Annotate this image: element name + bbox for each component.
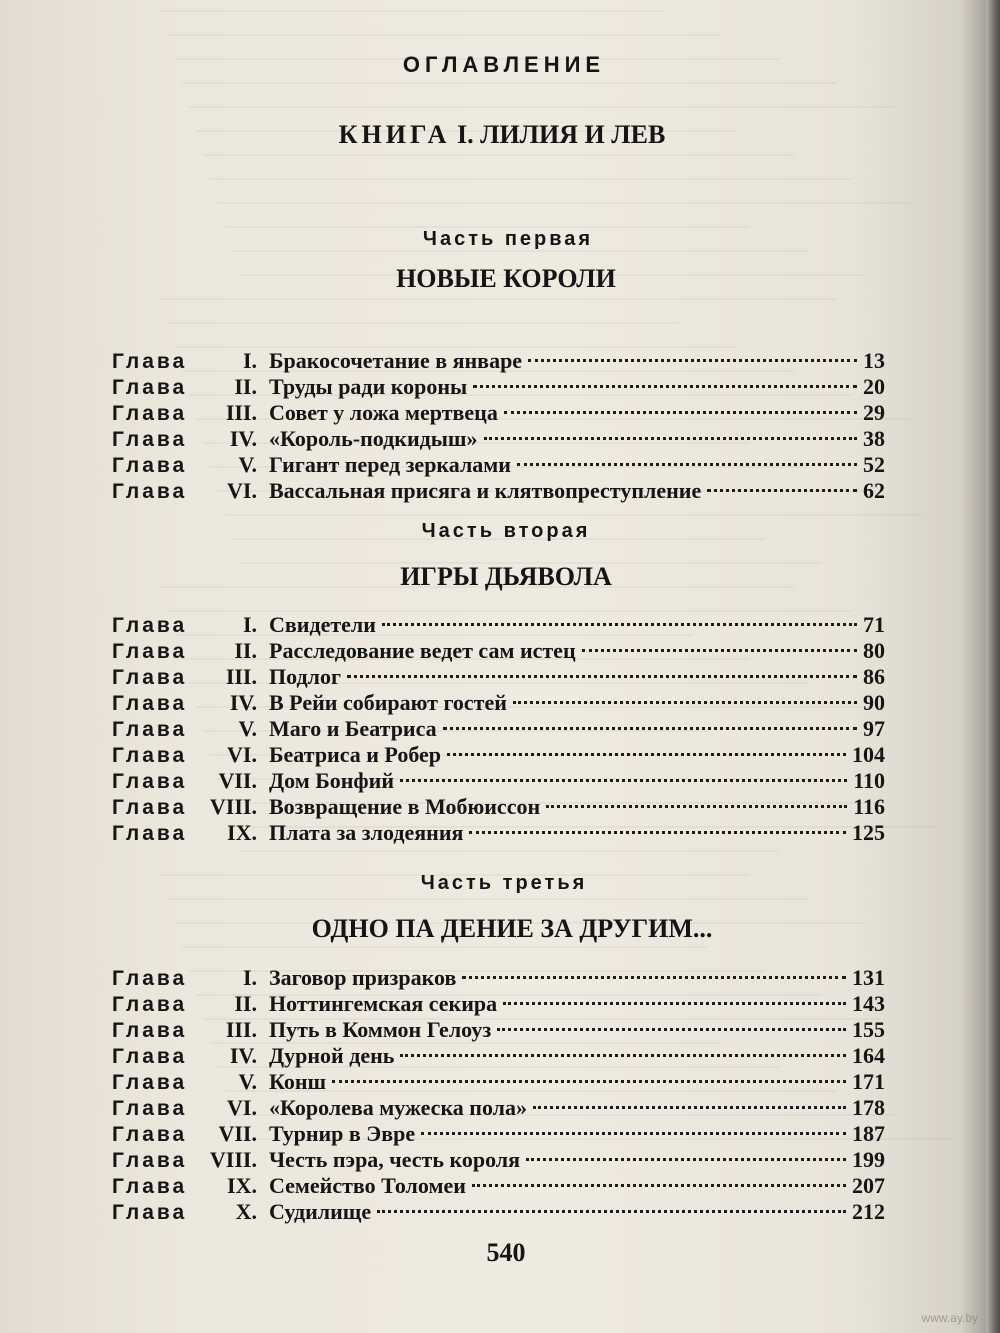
chapter-title: Дом Бонфий bbox=[269, 768, 394, 793]
toc-entry bbox=[112, 820, 885, 846]
toc-entry bbox=[112, 478, 885, 504]
chapter-number: V. bbox=[238, 716, 257, 741]
part-2-label: Часть вторая bbox=[421, 520, 591, 542]
toc-entry bbox=[112, 965, 885, 991]
chapter-word: Глава bbox=[112, 666, 188, 689]
toc-entry bbox=[112, 1173, 885, 1199]
chapter-number: IX. bbox=[227, 1173, 257, 1198]
chapter-number: I. bbox=[242, 612, 257, 637]
dot-leader bbox=[332, 1080, 846, 1083]
part-1-chapter-list bbox=[112, 348, 885, 504]
chapter-word: Глава bbox=[112, 428, 188, 451]
toc-entry bbox=[112, 452, 885, 478]
chapter-page: 62 bbox=[863, 478, 885, 503]
book-heading bbox=[2, 120, 1000, 150]
chapter-page: 13 bbox=[863, 348, 885, 373]
chapter-page: 187 bbox=[852, 1121, 885, 1146]
chapter-word: Глава bbox=[112, 718, 188, 741]
toc-entry bbox=[112, 1199, 885, 1225]
book-label: КНИГА bbox=[338, 120, 451, 149]
toc-entry bbox=[112, 768, 885, 794]
chapter-number: VI. bbox=[227, 1095, 257, 1120]
dot-leader bbox=[484, 437, 857, 440]
contents-heading: ОГЛАВЛЕНИЕ bbox=[402, 52, 606, 77]
part-2-title: ИГРЫ ДЬЯВОЛА bbox=[400, 562, 612, 591]
toc-entry bbox=[112, 794, 885, 820]
dot-leader bbox=[533, 1106, 846, 1109]
chapter-number: IV. bbox=[229, 426, 257, 451]
chapter-number: III. bbox=[225, 1017, 257, 1042]
part-3-title: ОДНО ПА ДЕНИЕ ЗА ДРУГИМ... bbox=[311, 914, 713, 943]
chapter-number: IV. bbox=[229, 690, 257, 715]
chapter-word: Глава bbox=[112, 1175, 188, 1198]
dot-leader bbox=[443, 727, 857, 730]
chapter-word: Глава bbox=[112, 614, 188, 637]
toc-entry bbox=[112, 742, 885, 768]
chapter-title: Путь в Коммон Гелоуз bbox=[269, 1017, 492, 1042]
chapter-number: II. bbox=[234, 638, 257, 663]
dot-leader bbox=[503, 1002, 846, 1005]
chapter-title: В Рейи собирают гостей bbox=[269, 690, 507, 715]
toc-entry bbox=[112, 690, 885, 716]
chapter-title: «Король-подкидыш» bbox=[269, 426, 478, 451]
chapter-page: 71 bbox=[863, 612, 885, 637]
dot-leader bbox=[582, 649, 857, 652]
chapter-number: II. bbox=[234, 374, 257, 399]
chapter-page: 80 bbox=[863, 638, 885, 663]
toc-entry bbox=[112, 1017, 885, 1043]
chapter-word: Глава bbox=[112, 1045, 188, 1068]
dot-leader bbox=[377, 1210, 846, 1213]
dot-leader bbox=[400, 779, 847, 782]
dot-leader bbox=[347, 675, 857, 678]
chapter-page: 199 bbox=[852, 1147, 885, 1172]
chapter-word: Глава bbox=[112, 1071, 188, 1094]
chapter-page: 143 bbox=[852, 991, 885, 1016]
chapter-title: Вассальная присяга и клятвопреступление bbox=[269, 478, 702, 503]
chapter-page: 38 bbox=[863, 426, 885, 451]
toc-entry bbox=[112, 638, 885, 664]
chapter-word: Глава bbox=[112, 770, 188, 793]
dot-leader bbox=[546, 805, 847, 808]
chapter-title: Дурной день bbox=[269, 1043, 395, 1068]
chapter-title: «Королева мужеска пола» bbox=[269, 1095, 528, 1120]
chapter-page: 110 bbox=[853, 768, 885, 793]
toc-entry bbox=[112, 1147, 885, 1173]
dot-leader bbox=[472, 1184, 846, 1187]
chapter-title: Совет у ложа мертвеца bbox=[269, 400, 498, 425]
book-number: I. bbox=[456, 120, 474, 149]
chapter-word: Глава bbox=[112, 822, 188, 845]
dot-leader bbox=[421, 1132, 846, 1135]
chapter-number: X. bbox=[235, 1199, 257, 1224]
chapter-title: Турнир в Эвре bbox=[269, 1121, 416, 1146]
chapter-page: 52 bbox=[863, 452, 885, 477]
chapter-title: Маго и Беатриса bbox=[269, 716, 437, 741]
dot-leader bbox=[513, 701, 857, 704]
chapter-title: Возвращение в Мобюиссон bbox=[269, 794, 541, 819]
chapter-number: VI. bbox=[227, 478, 257, 503]
chapter-word: Глава bbox=[112, 350, 188, 373]
chapter-word: Глава bbox=[112, 1019, 188, 1042]
chapter-page: 97 bbox=[863, 716, 885, 741]
chapter-title: Расследование ведет сам истец bbox=[269, 638, 576, 663]
chapter-number: VII. bbox=[218, 768, 257, 793]
watermark-text: www.ay.by bbox=[921, 1311, 978, 1325]
part-3-label: Часть третья bbox=[420, 872, 588, 894]
part-1-title: НОВЫЕ КОРОЛИ bbox=[396, 264, 616, 293]
chapter-page: 171 bbox=[852, 1069, 885, 1094]
chapter-title: Гигант перед зеркалами bbox=[269, 452, 511, 477]
chapter-number: VIII. bbox=[209, 1147, 257, 1172]
page-number: 540 bbox=[486, 1238, 526, 1267]
dot-leader bbox=[497, 1028, 846, 1031]
dot-leader bbox=[462, 976, 846, 979]
chapter-page: 131 bbox=[852, 965, 885, 990]
chapter-page: 20 bbox=[863, 374, 885, 399]
chapter-title: Бракосочетание в январе bbox=[269, 348, 523, 373]
dot-leader bbox=[526, 1158, 846, 1161]
chapter-number: VII. bbox=[218, 1121, 257, 1146]
chapter-page: 178 bbox=[852, 1095, 885, 1120]
chapter-title: Честь пэра, честь короля bbox=[269, 1147, 521, 1172]
chapter-word: Глава bbox=[112, 640, 188, 663]
chapter-title: Труды ради короны bbox=[269, 374, 468, 399]
chapter-word: Глава bbox=[112, 796, 188, 819]
toc-entry bbox=[112, 991, 885, 1017]
chapter-number: III. bbox=[225, 400, 257, 425]
chapter-title: Плата за злодеяния bbox=[269, 820, 464, 845]
chapter-page: 207 bbox=[852, 1173, 885, 1198]
dot-leader bbox=[400, 1054, 846, 1057]
toc-entry bbox=[112, 1043, 885, 1069]
chapter-page: 29 bbox=[863, 400, 885, 425]
chapter-word: Глава bbox=[112, 454, 188, 477]
chapter-word: Глава bbox=[112, 967, 188, 990]
chapter-number: III. bbox=[225, 664, 257, 689]
chapter-title: Судилище bbox=[269, 1199, 372, 1224]
chapter-word: Глава bbox=[112, 993, 188, 1016]
chapter-number: II. bbox=[234, 991, 257, 1016]
chapter-title: Семейство Толомеи bbox=[269, 1173, 466, 1198]
chapter-page: 125 bbox=[852, 820, 885, 845]
toc-entry bbox=[112, 716, 885, 742]
chapter-title: Подлог bbox=[269, 664, 341, 689]
toc-entry bbox=[112, 664, 885, 690]
chapter-number: VI. bbox=[227, 742, 257, 767]
chapter-word: Глава bbox=[112, 1123, 188, 1146]
dot-leader bbox=[517, 463, 857, 466]
chapter-title: Конш bbox=[269, 1069, 327, 1094]
dot-leader bbox=[528, 359, 857, 362]
chapter-page: 104 bbox=[852, 742, 885, 767]
toc-entry bbox=[112, 374, 885, 400]
chapter-number: IV. bbox=[229, 1043, 257, 1068]
chapter-word: Глава bbox=[112, 1201, 188, 1224]
toc-entry bbox=[112, 612, 885, 638]
toc-entry bbox=[112, 400, 885, 426]
dot-leader bbox=[473, 385, 857, 388]
chapter-word: Глава bbox=[112, 480, 188, 503]
chapter-word: Глава bbox=[112, 1149, 188, 1172]
chapter-word: Глава bbox=[112, 376, 188, 399]
chapter-number: I. bbox=[242, 348, 257, 373]
part-3-chapter-list bbox=[112, 965, 885, 1225]
chapter-number: IX. bbox=[227, 820, 257, 845]
chapter-title: Заговор призраков bbox=[269, 965, 457, 990]
toc-entry bbox=[112, 1069, 885, 1095]
dot-leader bbox=[447, 753, 846, 756]
dot-leader bbox=[469, 831, 846, 834]
chapter-word: Глава bbox=[112, 1097, 188, 1120]
toc-entry bbox=[112, 1095, 885, 1121]
toc-entry bbox=[112, 1121, 885, 1147]
chapter-page: 86 bbox=[863, 664, 885, 689]
chapter-word: Глава bbox=[112, 692, 188, 715]
dot-leader bbox=[707, 489, 857, 492]
chapter-word: Глава bbox=[112, 402, 188, 425]
part-2-chapter-list bbox=[112, 612, 885, 846]
chapter-page: 90 bbox=[863, 690, 885, 715]
chapter-page: 212 bbox=[852, 1199, 885, 1224]
chapter-number: V. bbox=[238, 1069, 257, 1094]
chapter-number: V. bbox=[238, 452, 257, 477]
chapter-title: Беатриса и Робер bbox=[269, 742, 442, 767]
toc-entry bbox=[112, 348, 885, 374]
part-1-label: Часть первая bbox=[422, 228, 594, 250]
dot-leader bbox=[504, 411, 857, 414]
chapter-page: 116 bbox=[853, 794, 885, 819]
chapter-page: 164 bbox=[852, 1043, 885, 1068]
toc-entry bbox=[112, 426, 885, 452]
chapter-title: Свидетели bbox=[269, 612, 376, 637]
book-title: ЛИЛИЯ И ЛЕВ bbox=[480, 120, 666, 149]
chapter-number: I. bbox=[242, 965, 257, 990]
chapter-word: Глава bbox=[112, 744, 188, 767]
chapter-page: 155 bbox=[852, 1017, 885, 1042]
chapter-title: Ноттингемская секира bbox=[269, 991, 498, 1016]
dot-leader bbox=[382, 623, 857, 626]
chapter-number: VIII. bbox=[209, 794, 257, 819]
